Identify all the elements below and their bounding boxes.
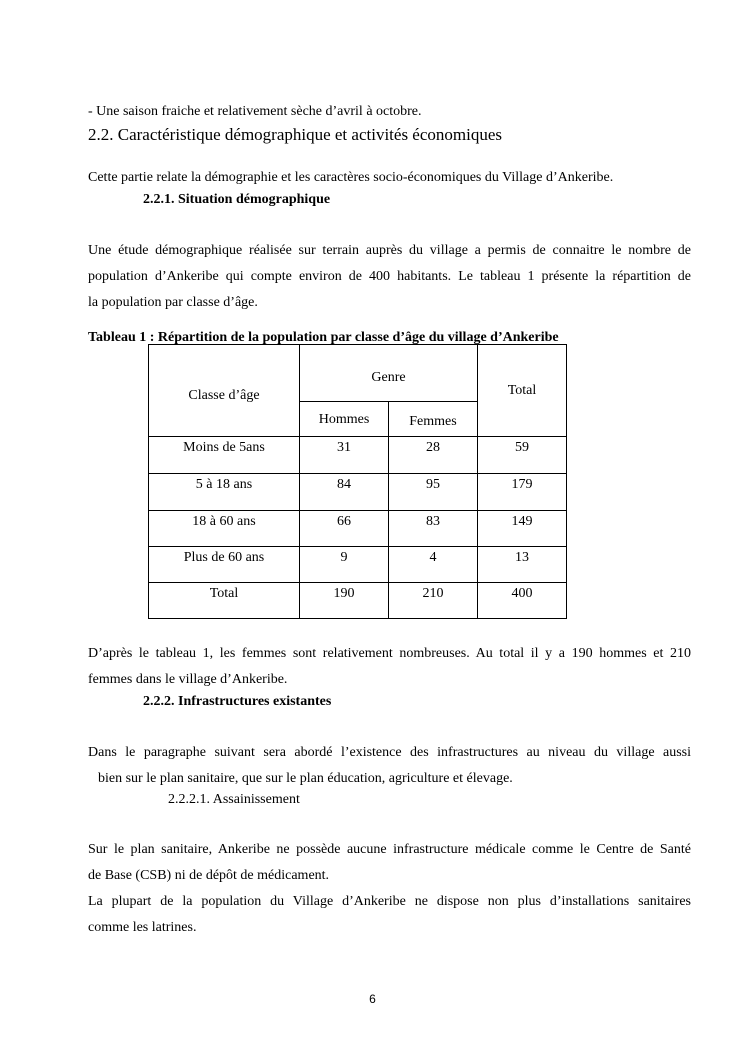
page-number: 6 [369,992,376,1006]
subsection-title-infrastructures: 2.2.2. Infrastructures existantes [143,694,332,709]
paragraph-line: La plupart de la population du Village d’Ankeribe ne dispose non plus d’installations sanitaires [88,894,691,909]
table-row [149,547,567,583]
table-caption: Tableau 1 : Répartition de la population par classe d’âge du village d’Ankeribe [88,330,559,345]
header-hommes: Hommes [300,402,389,437]
population-table [148,344,567,619]
cell-hommes: 9 [300,547,389,583]
cell-total: 149 [478,511,567,547]
paragraph-line: population d’Ankeribe qui compte environ de 400 habitants. Le tableau 1 présente la répartition de [88,269,691,284]
header-genre: Genre [300,345,478,402]
paragraph-line: la population par classe d’âge. [88,295,258,310]
table-row [149,437,567,474]
cell-femmes: 28 [389,437,478,474]
cell-age-class: Plus de 60 ans [149,547,300,583]
cell-age-class: Moins de 5ans [149,437,300,474]
paragraph-line: Sur le plan sanitaire, Ankeribe ne possède aucune infrastructure médicale comme le Centre de Santé [88,842,691,857]
paragraph-line: bien sur le plan sanitaire, que sur le plan éducation, agriculture et élevage. [98,771,513,786]
cell-femmes: 95 [389,474,478,511]
cell-hommes: 190 [300,583,389,619]
section-intro: Cette partie relate la démographie et les caractères socio-économiques du Village d’Ankeribe. [88,170,614,185]
paragraph-line: Dans le paragraphe suivant sera abordé l’existence des infrastructures au niveau du village aussi [88,745,691,760]
paragraph-line: de Base (CSB) ni de dépôt de médicament. [88,868,330,883]
cell-age-class: 18 à 60 ans [149,511,300,547]
header-femmes: Femmes [389,402,478,437]
header-age-class: Classe d’âge [149,345,300,437]
cell-femmes: 83 [389,511,478,547]
cell-total: 13 [478,547,567,583]
cell-total: 59 [478,437,567,474]
subsection-title-demographie: 2.2.1. Situation démographique [143,192,331,207]
paragraph-line: femmes dans le village d’Ankeribe. [88,672,288,687]
cell-total: 400 [478,583,567,619]
paragraph-line: Une étude démographique réalisée sur terrain auprès du village a permis de connaitre le nombre de [88,243,691,258]
table-row [149,474,567,511]
paragraph-line: D’après le tableau 1, les femmes sont relativement nombreuses. Au total il y a 190 hommes et 210 [88,646,691,661]
cell-femmes: 210 [389,583,478,619]
table-row [149,511,567,547]
table-row-total [149,583,567,619]
cell-total: 179 [478,474,567,511]
subsubsection-title-assainissement: 2.2.2.1. Assainissement [168,792,300,807]
cell-age-class: 5 à 18 ans [149,474,300,511]
header-total: Total [478,345,567,437]
cell-age-class: Total [149,583,300,619]
cell-femmes: 4 [389,547,478,583]
intro-line: - Une saison fraiche et relativement sèche d’avril à octobre. [88,104,422,119]
cell-hommes: 66 [300,511,389,547]
cell-hommes: 31 [300,437,389,474]
paragraph-line: comme les latrines. [88,920,197,935]
section-title: 2.2. Caractéristique démographique et activités économiques [88,125,503,144]
cell-hommes: 84 [300,474,389,511]
